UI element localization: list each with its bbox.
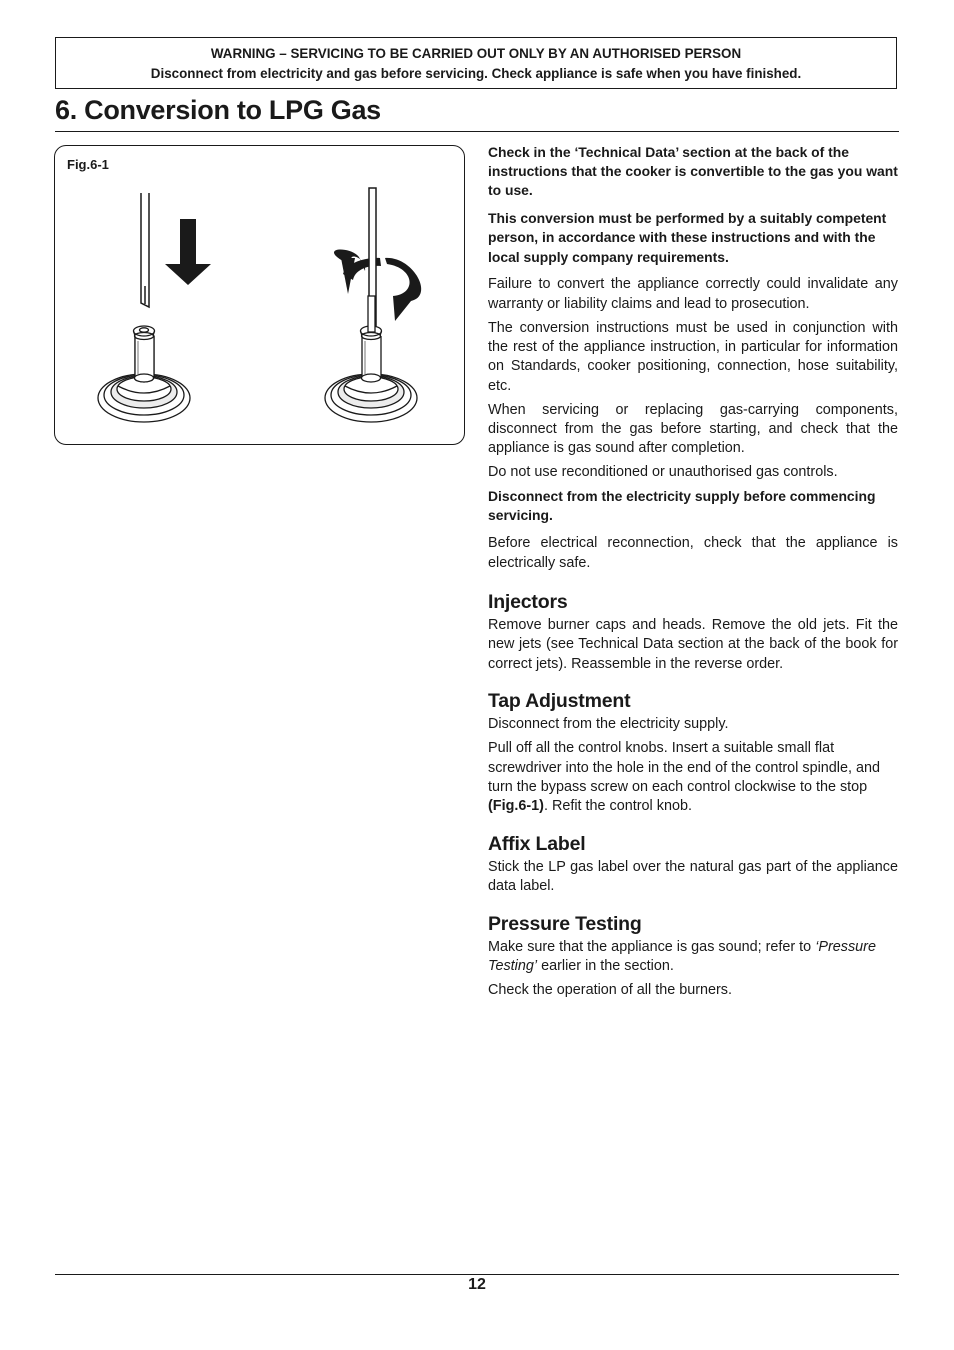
rotate-arrow-icon [334,249,421,321]
pressure-text-1b: ‘Pressure Testing’ [488,938,876,974]
paragraph-2: The conversion instructions must be used in conjunction with the rest of the appliance instruction, in particular for information on Standards, cooker positioning, connection, hose suitability, etc. [488,319,898,394]
tap-text-2 [488,739,898,817]
section-title: 6. Conversion to LPG Gas [55,95,381,125]
pressure-text-1 [488,938,898,977]
tap-text-2c: . Refit the control knob. [543,798,692,815]
heading-affix-label: Affix Label [488,832,586,855]
tap-text-2a: Pull off all the control knobs. Insert a suitable small flat screwdriver into the hole in the end of the control spindle, and turn the bypass screw on each control clockwise to the stop [488,740,880,795]
pressure-text-2: Check the operation of all the burners. [488,981,732,998]
figure-6-1 [54,145,465,445]
affix-text: Stick the LP gas label over the natural gas part of the appliance data label. [488,858,898,895]
content-column [488,143,898,1005]
control-spindle [98,326,190,422]
heading-injectors: Injectors [488,591,568,613]
screwdriver-tip [141,193,149,307]
intro-bold-1: Check in the ‘Technical Data’ section at the back of the instructions that the cooker is convertible to the gas you want to use. [488,144,898,199]
paragraph-5: Before electrical reconnection, check that the appliance is electrically safe. [488,535,898,571]
control-spindle-right [325,296,417,422]
warning-line-1: WARNING – SERVICING TO BE CARRIED OUT ONLY BY AN AUTHORISED PERSON [210,46,742,61]
page-number: 12 [468,1276,486,1293]
warning-box [55,37,897,89]
pressure-text-1c: earlier in the section. [537,957,674,974]
paragraph-3: When servicing or replacing gas-carrying components, disconnect from the gas before starting, and check that the appliance is gas sound after completion. [488,401,898,457]
paragraph-4: Do not use reconditioned or unauthorised gas controls. [488,464,838,481]
warning-line-2: Disconnect from electricity and gas before servicing. Check appliance is safe when you have finished. [150,66,802,81]
heading-tap-adjustment: Tap Adjustment [488,690,631,713]
figure-label: Fig.6-1 [67,157,109,172]
fig-reference: (Fig.6-1) [488,798,544,815]
down-arrow-icon [165,219,211,285]
tap-text-1: Disconnect from the electricity supply. [488,716,729,733]
warning-bold-3: Disconnect from the electricity supply before commencing servicing. [488,488,876,524]
figure-illustration [55,146,466,446]
footer-rule [55,1274,899,1275]
paragraph-1: Failure to convert the appliance correctly could invalidate any warranty or liability claims and lead to prosecution. [488,276,898,312]
pressure-text-1a: Make sure that the appliance is gas sound; refer to [488,938,816,955]
heading-pressure-testing: Pressure Testing [488,912,642,935]
injectors-text: Remove burner caps and heads. Remove the old jets. Fit the new jets (see Technical Data section at the back of the book for correct jets). Reassemble in the reverse order. [488,617,898,672]
title-rule [55,131,899,132]
intro-bold-2: This conversion must be performed by a suitably competent person, in accordance with these instructions and with the local supply company requirements. [488,210,887,265]
